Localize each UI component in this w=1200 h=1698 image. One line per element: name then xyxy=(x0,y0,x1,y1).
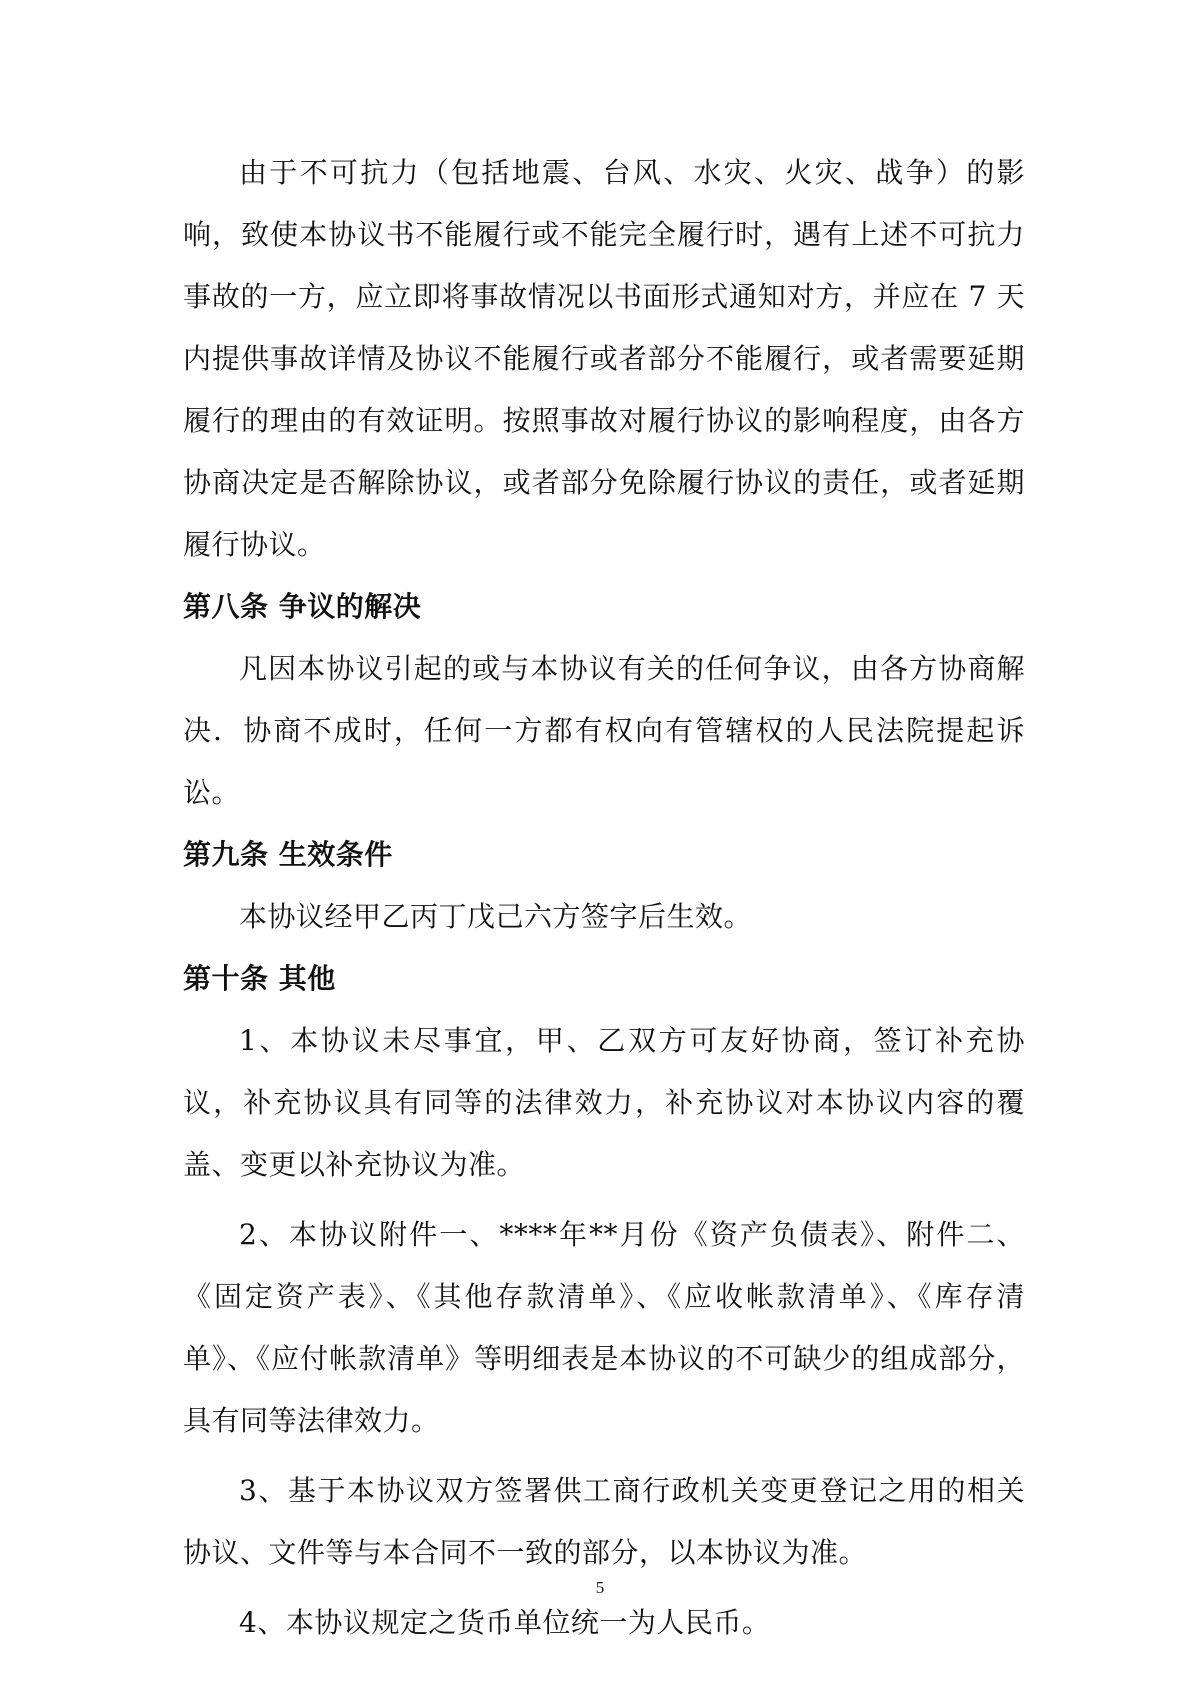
article-8-heading: 第八条 争议的解决 xyxy=(183,590,422,623)
force-majeure-paragraph: 由于不可抗力（包括地震、台风、水灾、火灾、战争）的影响，致使本协议书不能履行或不能完全履行时，遇有上述不可抗力事故的一方，应立即将事故情况以书面形式通知对方，并应在 7 天内提供事故详情及协议不能履行或者部分不能履行，或者需要延期履行的理由的有效证明。按照事故对履行协议的影响程度，由各方协商决定是否解除协议，或者部分免除履行协议的责任，或者延期履行协议。 xyxy=(183,156,1025,561)
article-10-item-2: 2、本协议附件一、****年**月份《资产负债表》、附件二、《固定资产表》、《其他存款清单》、《应收帐款清单》、《库存清单》、《应付帐款清单》等明细表是本协议的不可缺少的组成部分，具有同等法律效力。 xyxy=(183,1218,1025,1437)
article-9-body: 本协议经甲乙丙丁戊己六方签字后生效。 xyxy=(239,900,753,933)
page-number: 5 xyxy=(595,1578,605,1597)
article-10-heading: 第十条 其他 xyxy=(183,962,336,995)
article-10-item-1: 1、本协议未尽事宜，甲、乙双方可友好协商，签订补充协议，补充协议具有同等的法律效力，补充协议对本协议内容的覆盖、变更以补充协议为准。 xyxy=(183,1024,1025,1181)
article-10-item-4: 4、本协议规定之货币单位统一为人民币。 xyxy=(239,1606,771,1639)
article-9-heading: 第九条 生效条件 xyxy=(183,838,393,871)
article-8-body: 凡因本协议引起的或与本协议有关的任何争议，由各方协商解决．协商不成时，任何一方都有权向有管辖权的人民法院提起诉讼。 xyxy=(183,652,1025,809)
article-10-item-3: 3、基于本协议双方签署供工商行政机关变更登记之用的相关协议、文件等与本合同不一致的部分，以本协议为准。 xyxy=(183,1474,1025,1569)
document-body xyxy=(183,142,1025,1654)
